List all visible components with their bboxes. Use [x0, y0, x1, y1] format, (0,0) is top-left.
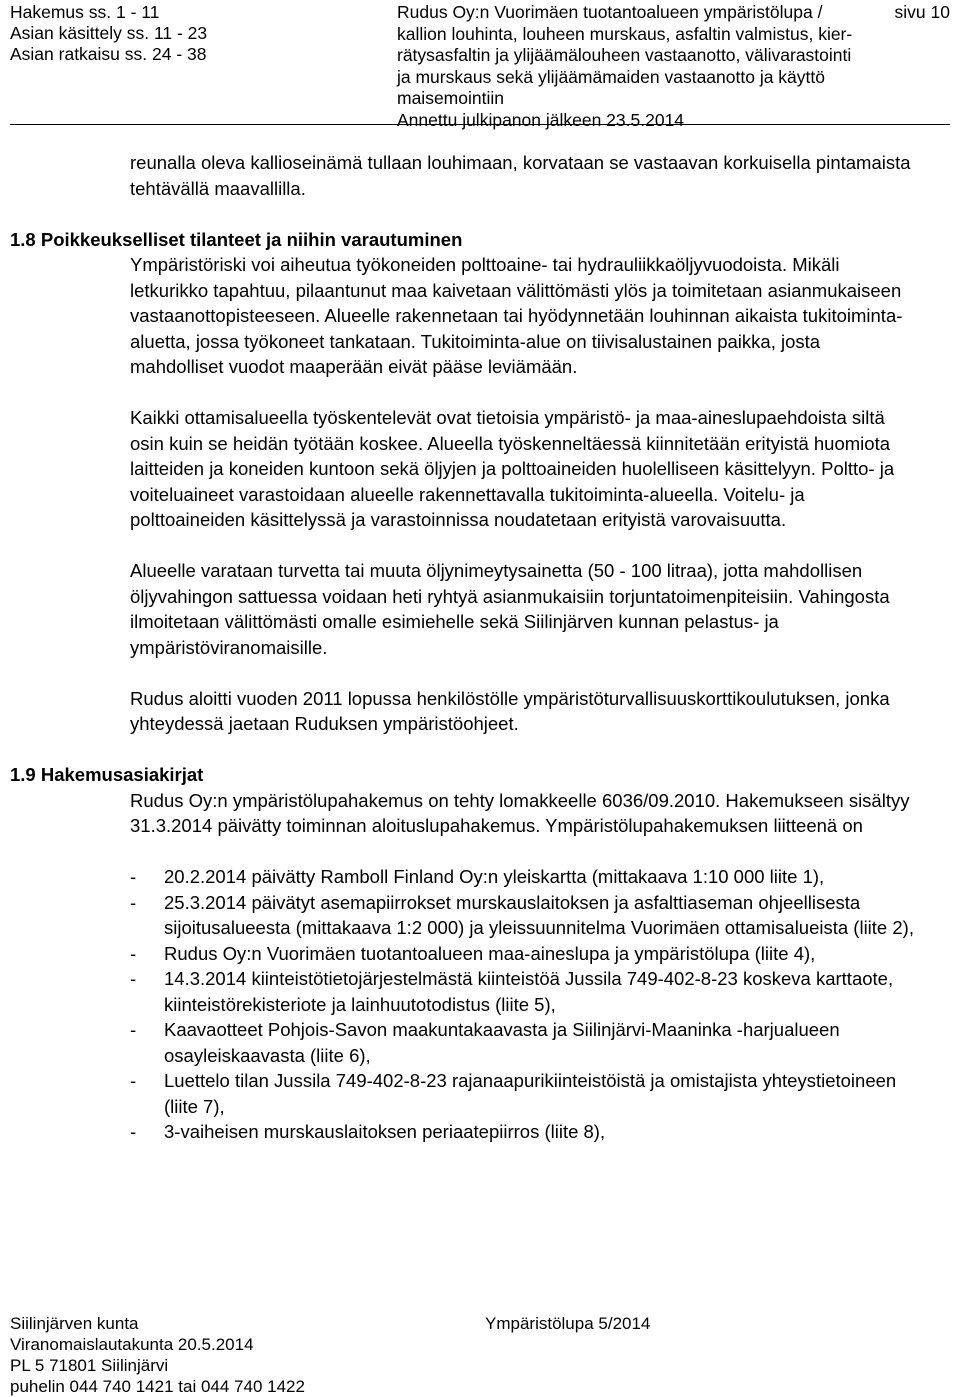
- list-dash: -: [130, 1019, 137, 1040]
- list-item-text: Luettelo tilan Jussila 749-402-8-23 rajanaapurikiinteistöistä ja omistajista yhteystietoineen (liite 7),: [164, 1070, 897, 1117]
- list-dash: -: [130, 968, 137, 989]
- header-date-line: Annettu julkipanon jälkeen 23.5.2014: [397, 109, 685, 130]
- list-dash: -: [130, 891, 137, 913]
- list-item: [130, 1119, 915, 1145]
- section-heading-1-8: 1.8 Poikkeukselliset tilanteet ja niihin varautuminen: [10, 228, 463, 250]
- list-item: [130, 941, 915, 967]
- header-left: [10, 2, 207, 65]
- list-item-text: 3-vaiheisen murskauslaitoksen periaatepiirros (liite 8),: [164, 1121, 606, 1142]
- page-number: sivu 10: [894, 2, 950, 22]
- header-title-line: rätysasfaltin ja ylijäämälouheen vastaanotto, välivarastointi: [397, 45, 852, 65]
- paragraph: Rudus Oy:n ympäristölupahakemus on tehty lomakkeelle 6036/09.2010. Hakemukseen sisältyy 31.3.2014 päivätty toiminnan aloituslupahakemus. Ympäristölupahakemuksen liitteenä on: [130, 789, 910, 836]
- list-item-text: 25.3.2014 päivätyt asemapiirrokset murskauslaitoksen ja asfalttiaseman ohjeellisesta sijoitusalueesta (mittakaava 1:2 000) ja yleissuunnitelma Vuorimäen ottamisalueista (liite 2),: [164, 891, 914, 938]
- list-item-text: Kaavaotteet Pohjois-Savon maakuntakaavasta ja Siilinjärvi-Maaninka -harjualueen osayleiskaavasta (liite 6),: [164, 1019, 840, 1066]
- intro-paragraph: reunalla oleva kallioseinämä tullaan louhimaan, korvataan se vastaavan korkuisella pintamaista tehtävällä maavallilla.: [130, 152, 911, 199]
- header-divider: [10, 124, 950, 125]
- footer-line: Siilinjärven kunta: [10, 1314, 139, 1333]
- list-item: [130, 890, 915, 941]
- paragraph: Kaikki ottamisalueella työskentelevät ovat tietoisia ympäristö- ja maa-aineslupaehdoista siltä osin kuin se heidän työtään koskee. Alueella työskenneltäessä kiinnitetään erityistä huomiota laitteiden ja koneiden kuntoon sekä öljyjen ja polttoaineiden huolelliseen käsittelyyn. Poltto- ja voiteluaineet varastoidaan alueelle rakennettavalla tukitoiminta-alueella. Voitelu- ja polttoaineiden käsittelyssä ja varastoinnissa noudatetaan erityistä varovaisuutta.: [130, 407, 895, 530]
- header-left-line: Hakemus ss. 1 - 11: [10, 2, 160, 22]
- section-heading-1-9: 1.9 Hakemusasiakirjat: [10, 764, 204, 785]
- list-item: [130, 966, 915, 1017]
- footer-permit-number: Ympäristölupa 5/2014: [485, 1314, 651, 1333]
- list-item: [130, 1017, 915, 1068]
- header-left-line: Asian ratkaisu ss. 24 - 38: [10, 44, 207, 64]
- header-title-line: maisemointiin: [397, 88, 504, 108]
- header-title: [397, 2, 877, 131]
- footer-line: Viranomaislautakunta 20.5.2014: [10, 1335, 254, 1354]
- header-title-line: Rudus Oy:n Vuorimäen tuotantoalueen ympäristölupa /: [397, 2, 823, 22]
- footer-line: PL 5 71801 Siilinjärvi: [10, 1356, 169, 1375]
- header-title-line: kallion louhinta, louheen murskaus, asfaltin valmistus, kier-: [397, 23, 853, 44]
- list-item-text: 14.3.2014 kiinteistötietojärjestelmästä kiinteistöä Jussila 749-402-8-23 koskeva karttaote, kiinteistörekisteriote ja lainhuutotodistus (liite 5),: [164, 968, 894, 1015]
- page-header: [0, 0, 960, 140]
- list-item-text: 20.2.2014 päivätty Ramboll Finland Oy:n yleiskartta (mittakaava 1:10 000 liite 1),: [164, 866, 825, 887]
- list-item: [130, 864, 915, 890]
- list-dash: -: [130, 1070, 137, 1091]
- page-footer: [10, 1313, 950, 1397]
- paragraph: Ympäristöriski voi aiheutua työkoneiden polttoaine- tai hydrauliikkaöljyvuodoista. Mikäli letkurikko tapahtuu, pilaantunut maa kaivetaan välittömästi ylös ja toimitetaan asianmukaiseen vastaanottopisteeseen. Alueelle rakennetaan tai hyödynnetään louhinnan aikaista tukitoiminta-aluetta, jossa työkoneet tankataan. Tukitoiminta-alue on tiivisalustainen paikka, josta mahdolliset vuodot maaperään eivät pääse leviämään.: [130, 254, 903, 377]
- list-item-text: Rudus Oy:n Vuorimäen tuotantoalueen maa-aineslupa ja ympäristölupa (liite 4),: [164, 942, 816, 964]
- list-dash: -: [130, 866, 137, 887]
- attachment-list: [130, 864, 915, 1145]
- list-item: [130, 1068, 915, 1119]
- list-dash: -: [130, 1121, 137, 1142]
- paragraph: Alueelle varataan turvetta tai muuta öljynimeytysainetta (50 - 100 litraa), jotta mahdollisen öljyvahingon sattuessa voidaan heti ryhtyä asianmukaisiin torjuntatoimenpiteisiin. Vahingosta ilmoitetaan välittömästi omalle esimiehelle sekä Siilinjärven kunnan pelastus- ja ympäristöviranomaisille.: [130, 560, 890, 658]
- footer-line: puhelin 044 740 1421 tai 044 740 1422: [10, 1377, 305, 1396]
- paragraph: Rudus aloitti vuoden 2011 lopussa henkilöstölle ympäristöturvallisuuskorttikoulutuksen, jonka yhteydessä jaetaan Ruduksen ympäristöohjeet.: [130, 687, 890, 734]
- document-body: [10, 150, 915, 1145]
- header-left-line: Asian käsittely ss. 11 - 23: [10, 23, 208, 43]
- header-title-line: ja murskaus sekä ylijäämämaiden vastaanotto ja käyttö: [397, 66, 825, 87]
- list-dash: -: [130, 942, 137, 964]
